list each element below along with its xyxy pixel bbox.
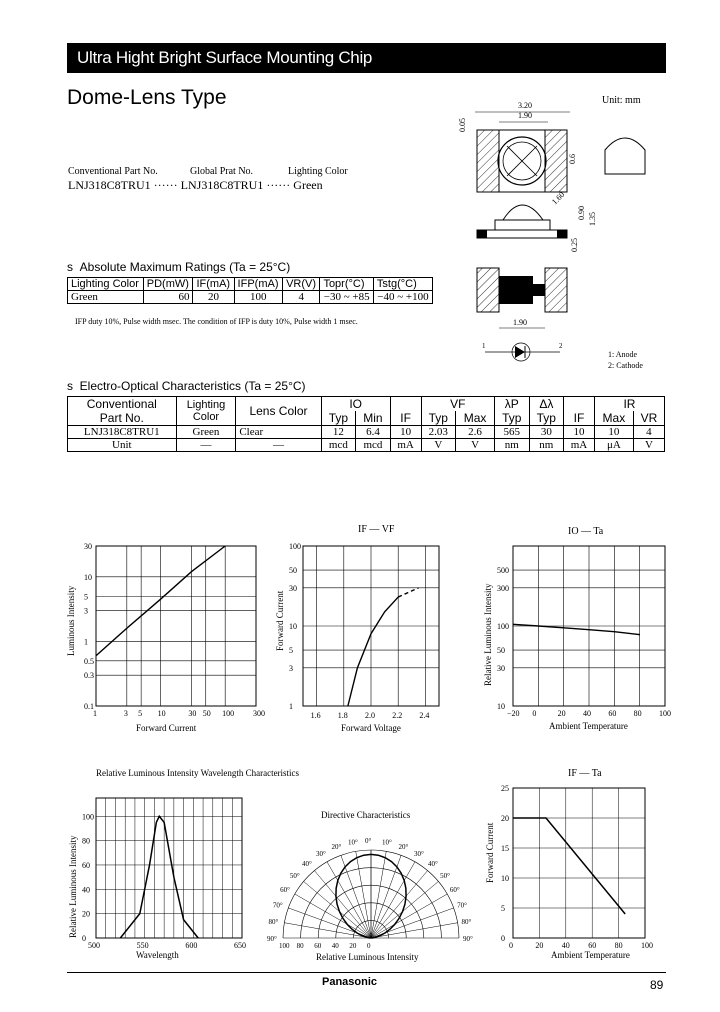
chart4-frame [96,798,242,938]
chart3-ytick: 30 [497,663,505,673]
chart2-ytick: 50 [289,566,297,576]
eo-u-if2: mA [564,439,595,452]
chart2-title: IF — VF [358,524,395,535]
chart1-ytick: 0.5 [84,656,94,666]
chart6-series [513,818,625,914]
chart3-ytick: 500 [497,566,509,576]
chart1-xtick: 1 [93,709,97,718]
part-header-color: Lighting Color [288,166,348,177]
chart4-title: Relative Luminous Intensity Wavelength Characteristics [96,768,300,778]
chart5-angle: 40° [302,859,312,868]
chart5-angle: 50° [289,872,300,881]
chart5-radial-left: 0 [367,942,371,950]
eo-v-lens: Clear [236,426,321,439]
chart6-xtick: 80 [614,941,623,950]
eo-h-lp: λP [495,397,530,412]
abs-bullet: s [67,260,73,274]
chart3-xtick: −20 [507,709,520,718]
dim-190: 1.90 [518,111,532,120]
unit-label: Unit: mm [602,95,641,106]
chart1-xlabel: Forward Current [136,723,197,733]
chart1-ytick: 1 [84,637,88,647]
chart4-ytick: 20 [82,909,90,919]
dim-005: 0.05 [458,118,467,132]
page-banner: Ultra Hight Bright Surface Mounting Chip [67,43,666,73]
chart6-title: IF — Ta [568,768,602,779]
abs-v-vr: 4 [283,291,320,304]
chart5-angle: 60° [280,886,290,894]
eo-h-dl: Δλ [529,397,564,412]
eo-v-if: 10 [390,426,421,439]
eo-h-typ3: Typ [495,411,530,426]
chart3-ytick: 10 [497,702,505,711]
dim-025: 0.25 [570,238,579,252]
chart4-xtick: 600 [185,941,198,950]
pin-1: 1 [482,342,486,350]
abs-v-tstg: −40 ~ +100 [373,291,432,304]
abs-h-pd: PD(mW) [143,278,193,291]
chart5-radial-left: 40 [331,942,339,950]
chart6-ytick: 0 [501,934,505,943]
chart5-radial-left: 80 [296,942,304,950]
chart1-ytick: 3 [84,606,88,616]
chart1-xtick: 3 [123,709,128,718]
chart6-ylabel: Forward Current [485,822,495,883]
chart3-ytick: 100 [497,622,509,631]
abs-v-color: Green [68,291,144,304]
chart3-xtick: 0 [532,709,537,718]
chart6-ytick: 5 [501,904,505,913]
footer-rule [67,972,666,973]
dim-135: 1.35 [588,212,597,226]
chart4-xtick: 500 [88,941,100,950]
chart2-series [348,597,398,706]
pin-2: 2 [559,342,563,350]
chart3-xtick: 60 [608,709,617,718]
chart5-radial-left: 100 [279,942,290,950]
eo-h-typ4: Typ [529,411,564,426]
chart6-ytick: 10 [501,874,509,883]
eo-v-vf-typ: 2.03 [421,426,456,439]
abs-note: IFP duty 10%, Pulse width msec. The condition of IFP is duty 10%, Pulse width 1 msec. [75,317,358,326]
chart4-ytick: 60 [82,860,90,870]
eo-h-if1: IF [390,411,421,426]
eo-h-max1: Max [456,411,495,426]
chart6-xtick: 40 [561,941,570,950]
chart5-angle: 30° [414,850,424,859]
chart3-xtick: 40 [583,709,591,718]
eo-u-vf-max: V [456,439,495,452]
chart3-xlabel: Ambient Temperature [549,721,628,731]
abs-h-ifp: IFP(mA) [234,278,283,291]
part-line: LNJ318C8TRU1 ······ LNJ318C8TRU1 ······ Green [68,178,323,192]
chart5-angle: 10° [382,838,392,847]
chart4-ylabel: Relative Luminous Intensity [68,835,78,938]
eo-v-ir: 10 [594,426,633,439]
eo-v-io-typ: 12 [321,426,356,439]
eo-v-vr: 4 [633,426,664,439]
eo-u-vf-typ: V [421,439,456,452]
eo-v-color: Green [176,426,236,439]
chart5-title: Directive Characteristics [321,810,411,820]
chart5-radial-left: 60 [314,942,322,950]
chart1-xtick: 30 [188,709,197,718]
chart2-ytick: 1 [289,702,293,711]
eo-h-if2: IF [564,411,595,426]
chart5-angle: 40° [427,859,438,868]
eo-u-io-min: mcd [356,439,391,452]
chart4-ytick: 40 [82,885,90,895]
abs-h-topr: Topr(°C) [320,278,373,291]
chart5-radial-left: 20 [349,942,357,950]
eo-bullet: s [67,379,73,393]
abs-title-text: Absolute Maximum Ratings (Ta = 25°C) [79,260,291,274]
eo-h-typ1: Typ [321,411,356,426]
abs-v-topr: −30 ~ +85 [320,291,373,304]
eo-v-lp: 565 [495,426,530,439]
chart2-xtick: 2.2 [392,711,403,720]
chart2-xtick: 1.8 [337,711,348,720]
eo-u-label: Unit [68,439,177,452]
chart5-angle: 70° [457,901,467,910]
abs-h-vr: VR(V) [283,278,320,291]
eo-u-lens: — [236,439,321,452]
dim-bot-190: 1.90 [513,318,527,327]
chart1-xtick: 5 [138,709,143,718]
dim-160: 1.60 [550,190,567,207]
brand-logo: Panasonic [322,976,378,988]
page-number: 89 [650,978,664,992]
abs-h-tstg: Tstg(°C) [373,278,432,291]
chart5-angle: 20° [331,842,342,851]
eo-h-typ2: Typ [421,411,456,426]
eo-u-color: — [176,439,236,452]
chart1-xtick: 10 [157,709,166,718]
chart3-ylabel: Relative Luminous Intensity [483,583,493,686]
chart1-xtick: 300 [253,709,265,718]
eo-title-text: Electro-Optical Characteristics (Ta = 25°C) [79,379,306,393]
chart4-xtick: 550 [136,941,149,950]
chart6-xtick: 20 [535,941,544,950]
chart6-ytick: 15 [501,844,509,853]
chart6-xtick: 0 [509,941,513,950]
eo-u-lp: nm [495,439,530,452]
eo-h-conv: Conventional Part No. [68,397,177,426]
chart6-ytick: 25 [501,784,509,793]
chart5-angle: 70° [272,901,283,910]
eo-u-vr: V [633,439,664,452]
chart2-ylabel: Forward Current [275,590,285,651]
abs-v-if: 20 [193,291,234,304]
chart5-angle: 20° [398,842,409,851]
chart5-angle: 0° [365,837,372,845]
chart2-ytick: 30 [289,583,297,593]
abs-v-pd: 60 [143,291,193,304]
chart5-angle: 80° [268,917,279,926]
chart1-ytick: 10 [84,572,92,582]
chart2-xlabel: Forward Voltage [341,723,401,733]
chart3-ytick: 50 [497,646,505,656]
chart4-ytick: 0 [82,934,86,943]
eo-v-dl: 30 [529,426,564,439]
chart3-xtick: 80 [633,709,642,718]
chart6-xtick: 100 [641,941,653,950]
chart2-ytick: 5 [289,646,293,656]
chart5-angle: 90° [463,935,473,943]
chart6-frame [513,788,645,938]
pin-cathode: 2: Cathode [608,361,643,370]
chart6-xlabel: Ambient Temperature [551,950,630,960]
chart6-ytick: 20 [501,814,509,823]
dim-320: 3.20 [518,101,532,110]
eo-u-ir: μA [594,439,633,452]
chart4-xlabel: Wavelength [136,950,179,960]
chart5-angle: 30° [316,850,326,859]
dim-090: 0.90 [577,206,586,220]
eo-h-io: IO [321,397,390,412]
eo-u-if: mA [390,439,421,452]
abs-h-color: Lighting Color [68,278,144,291]
eo-h-ir: IR [594,397,664,412]
chart5-angle: 80° [461,917,472,926]
chart2-xtick: 1.6 [310,711,321,720]
chart1-frame [96,546,256,706]
chart5-angle: 10° [347,838,358,847]
chart1-xtick: 50 [202,709,211,718]
chart2-ytick: 10 [289,622,297,631]
eo-h-vr: VR [633,411,664,426]
part-header-conv: Conventional Part No. [68,166,158,177]
chart4-series [120,816,198,938]
chart5-xlabel: Relative Luminous Intensity [316,952,419,962]
chart1-xtick: 100 [222,709,235,718]
chart4-ytick: 80 [82,836,90,846]
chart5-angle: 50° [440,872,450,881]
pin-anode: 1: Anode [608,350,638,359]
eo-h-light: Lighting Color [176,397,236,426]
chart4-ytick: 100 [82,812,94,822]
chart4-xtick: 650 [234,941,246,950]
abs-v-ifp: 100 [234,291,283,304]
chart1-ylabel: Luminous Intensity [66,585,76,656]
abs-h-if: IF(mA) [193,278,234,291]
page-title: Dome-Lens Type [67,86,227,109]
eo-h-lens: Lens Color [236,397,321,426]
dim-06: 0.6 [568,154,577,164]
chart3-xtick: 100 [659,709,671,718]
eo-v-part: LNJ318C8TRU1 [68,426,177,439]
eo-v-io-min: 6.4 [356,426,391,439]
chart5-angle: 90° [267,935,277,943]
chart1-ytick: 0.1 [84,702,94,711]
chart2-ytick: 100 [289,542,301,551]
chart3-xtick: 20 [557,709,566,718]
eo-h-max2: Max [594,411,633,426]
chart6-xtick: 60 [588,941,597,950]
chart2-xtick: 2.4 [419,711,430,720]
chart3-ytick: 300 [497,583,509,593]
eo-v-if2: 10 [564,426,595,439]
chart5-angle: 60° [449,886,460,894]
eo-h-min: Min [356,411,391,426]
chart2-xtick: 2.0 [365,711,375,720]
eo-u-io-typ: mcd [321,439,356,452]
chart3-title: IO — Ta [568,526,604,537]
chart1-ytick: 0.3 [84,671,94,681]
eo-v-vf-max: 2.6 [456,426,495,439]
eo-h-vf: VF [421,397,494,412]
chart1-ytick: 30 [84,542,92,551]
chart1-ytick: 5 [84,592,88,602]
part-header-global: Global Prat No. [190,166,254,177]
chart2-ytick: 3 [289,663,293,673]
eo-u-dl: nm [529,439,564,452]
chart2-series-dashed [398,588,418,597]
